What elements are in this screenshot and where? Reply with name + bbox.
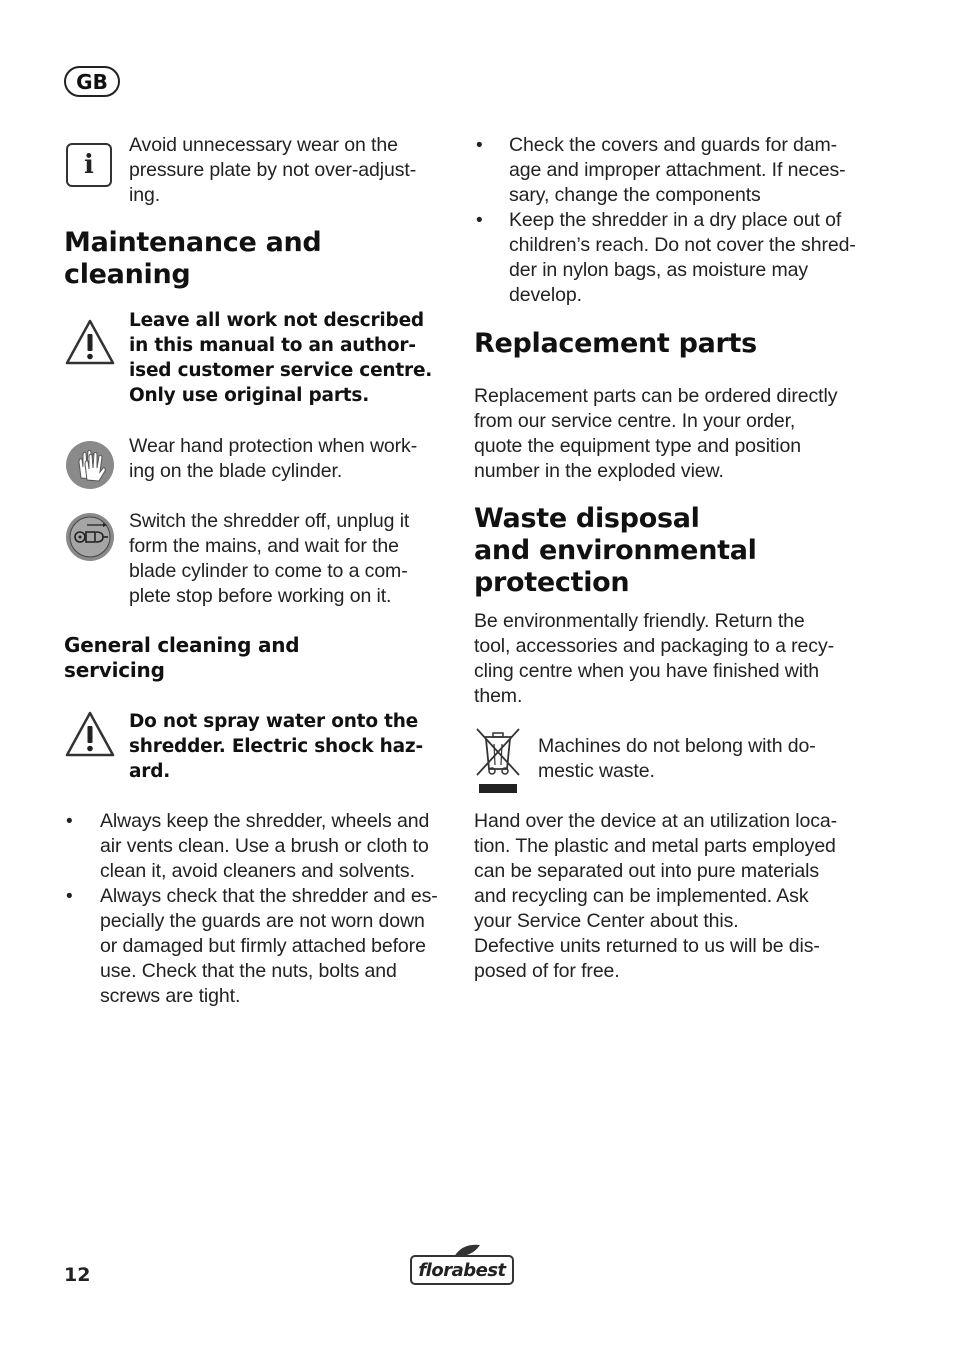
brand-logo: florabest xyxy=(410,1255,514,1285)
bin-note: Machines do not belong with do- mestic waste. xyxy=(538,735,816,782)
crossed-bin-icon xyxy=(472,725,524,795)
warning-water: Do not spray water onto the shredder. Electric shock haz- ard. xyxy=(129,711,423,782)
unplug-icon xyxy=(65,512,115,562)
unplug-note: Switch the shredder off, unplug it form the mains, and wait for the blade cylinder to come to a com- plete stop before working on it. xyxy=(129,510,410,607)
waste-text: Be environmentally friendly. Return the tool, accessories and packaging to a recy- cling centre when you have finished with them. xyxy=(474,610,834,707)
handover-text: Hand over the device at an utilization loca- tion. The plastic and metal parts employed can be separated out into pure materials and recycling can be implemented. Ask your Service Center about this. Defective units returned to us will be dis- posed of for free. xyxy=(474,810,838,982)
bullet-dry-place: Keep the shredder in a dry place out of children’s reach. Do not cover the shred- der in nylon bags, as moisture may develop. xyxy=(509,209,856,306)
general-cleaning-heading: General cleaning and servicing xyxy=(64,633,300,682)
warning-icon xyxy=(64,318,116,366)
info-icon: i xyxy=(66,143,112,187)
bullet-check-covers: Check the covers and guards for dam- age and improper attachment. If neces- sary, change the components xyxy=(509,134,846,206)
gloves-note: Wear hand protection when work- ing on the blade cylinder. xyxy=(129,435,418,482)
maintenance-heading: Maintenance and cleaning xyxy=(64,227,322,290)
language-badge: GB xyxy=(64,66,120,97)
bullet-marker: • xyxy=(476,210,483,231)
replacement-text: Replacement parts can be ordered directly from our service centre. In your order, quote the equipment type and position number in the exploded view. xyxy=(474,385,838,482)
page-number: 12 xyxy=(64,1264,91,1286)
bullet-marker: • xyxy=(66,886,73,907)
bullet-keep-clean: Always keep the shredder, wheels and air vents clean. Use a brush or cloth to clean it, avoid cleaners and solvents. xyxy=(100,810,430,882)
warning-icon xyxy=(64,710,116,758)
info-note: Avoid unnecessary wear on the pressure plate by not over-adjust- ing. xyxy=(129,134,417,206)
gloves-icon xyxy=(65,440,115,490)
bullet-check-wear: Always check that the shredder and es- pecially the guards are not worn down or damaged but firmly attached before use. Check that the nuts, bolts and screws are tight. xyxy=(100,885,438,1007)
bullet-marker: • xyxy=(476,135,483,156)
bullet-marker: • xyxy=(66,811,73,832)
replacement-heading: Replacement parts xyxy=(474,328,757,359)
waste-heading: Waste disposal and environmental protection xyxy=(474,503,757,598)
warning-service-centre: Leave all work not described in this manual to an author- ised customer service centre. Only use original parts. xyxy=(129,310,433,406)
